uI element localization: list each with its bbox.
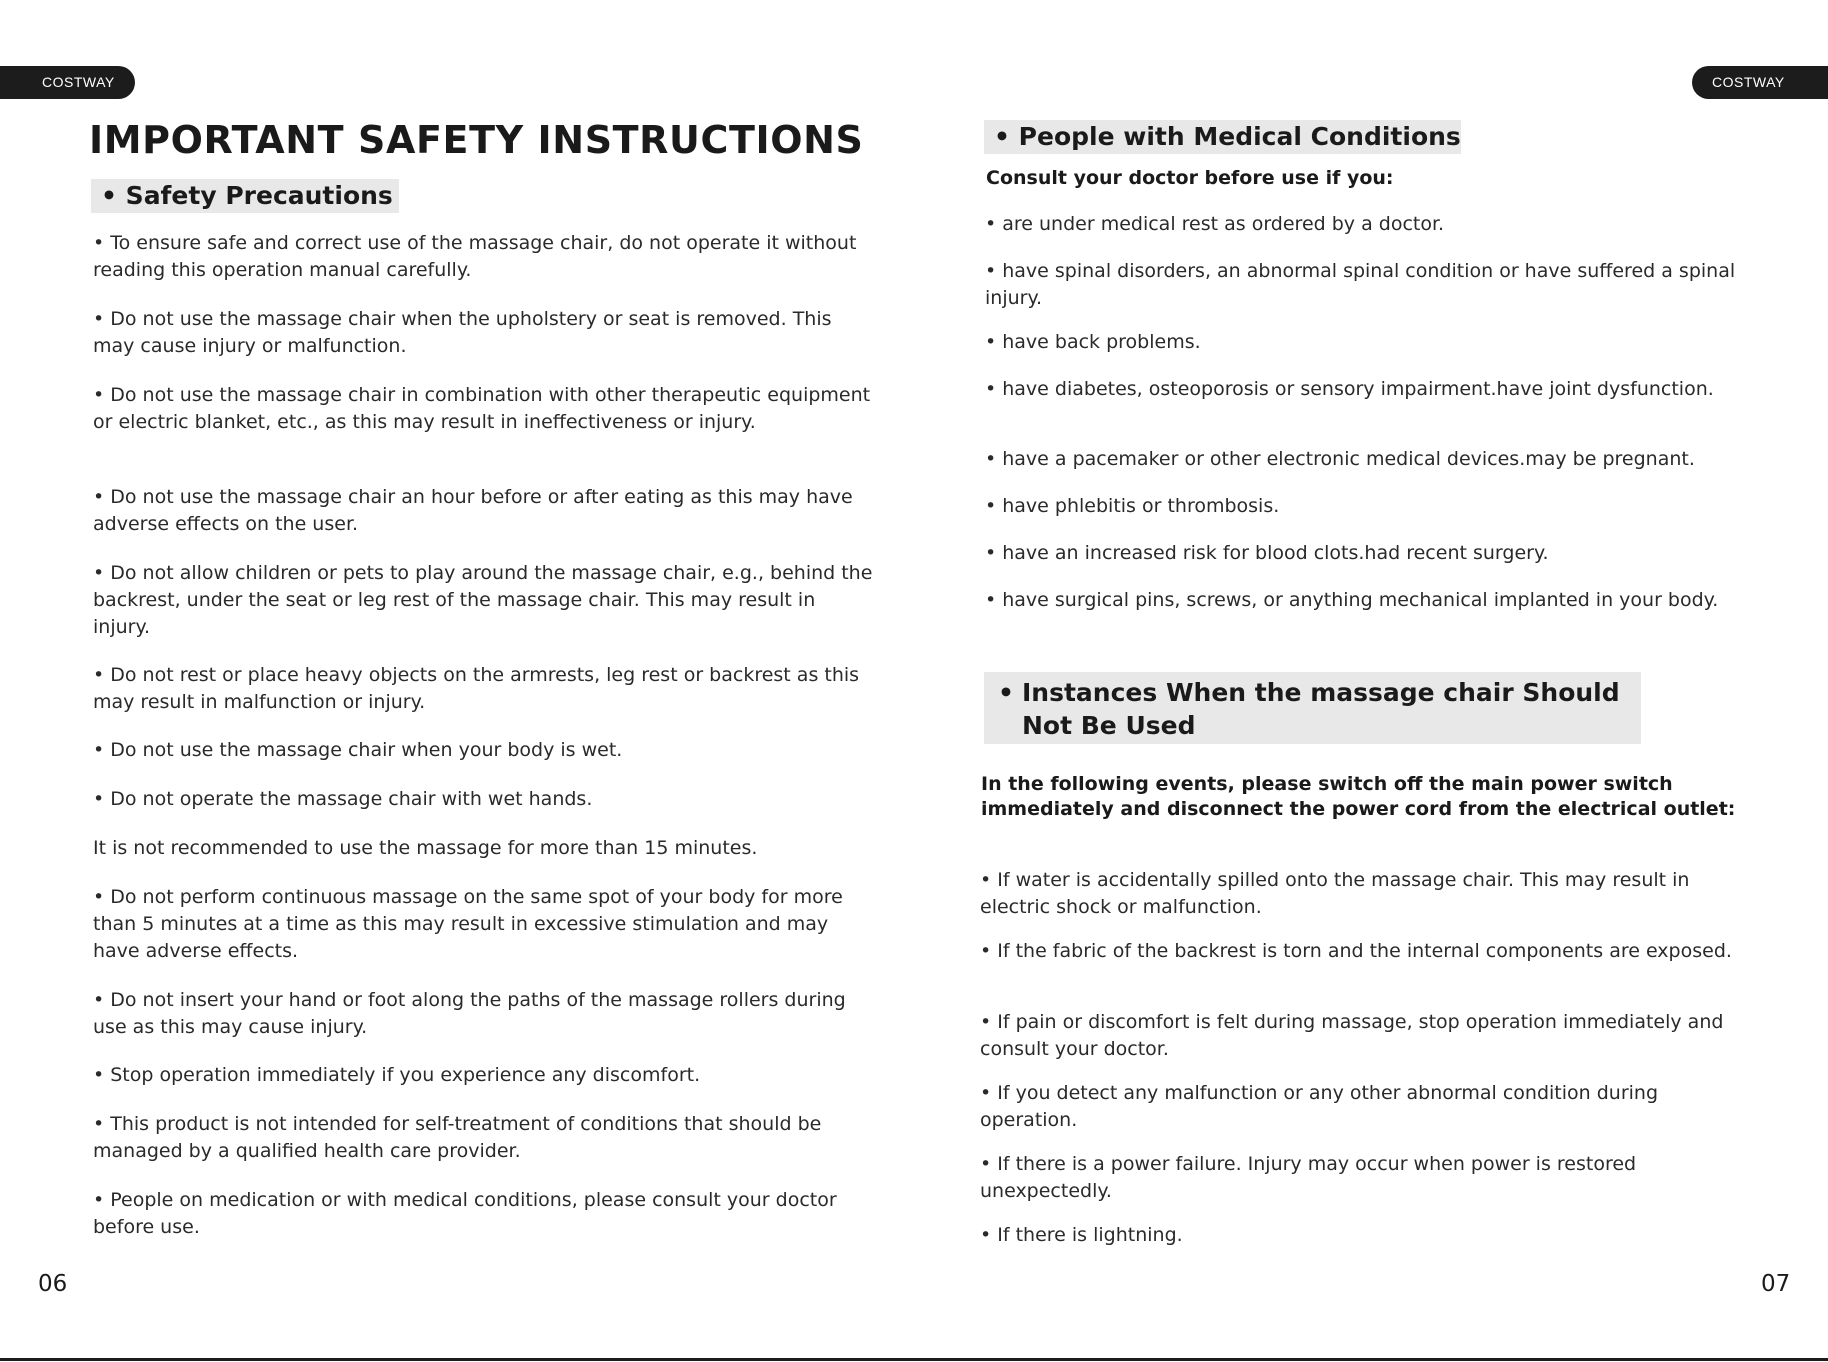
section-heading-medical-conditions: • People with Medical Conditions (984, 120, 1461, 154)
heading-bullet: • (998, 678, 1014, 707)
safety-item: • This product is not intended for self-treatment of conditions that should be managed by a qualified health care provider. (93, 1113, 822, 1162)
safety-item: • Do not use the massage chair an hour before or after eating as this may have adverse effects on the user. (93, 486, 853, 535)
brand-label: COSTWAY (1712, 74, 1785, 90)
instances-item: • If the fabric of the backrest is torn and the internal components are exposed. (980, 940, 1732, 962)
safety-item: • Do not use the massage chair when the upholstery or seat is removed. This may cause injury or malfunction. (93, 308, 832, 357)
instances-item: • If there is a power failure. Injury may occur when power is restored unexpectedly. (980, 1153, 1637, 1202)
page-title: IMPORTANT SAFETY INSTRUCTIONS (89, 118, 864, 162)
safety-item: • Do not use the massage chair in combination with other therapeutic equipment or electric blanket, etc., as this may result in ineffectiveness or injury. (93, 384, 871, 433)
instances-item: • If there is lightning. (980, 1224, 1183, 1246)
medical-item: • are under medical rest as ordered by a doctor. (985, 213, 1445, 235)
safety-item: • Do not insert your hand or foot along the paths of the massage rollers during use as this may cause injury. (93, 989, 846, 1038)
brand-logo-left (0, 66, 135, 99)
safety-item: • To ensure safe and correct use of the massage chair, do not operate it without reading this operation manual carefully. (93, 232, 857, 281)
safety-item: • Do not allow children or pets to play around the massage chair, e.g., behind the backrest, under the seat or leg rest of the massage chair. This may result in injury. (93, 562, 873, 638)
instances-item: • If pain or discomfort is felt during massage, stop operation immediately and consult your doctor. (980, 1011, 1724, 1060)
safety-item: • Stop operation immediately if you experience any discomfort. (93, 1064, 701, 1086)
medical-intro: Consult your doctor before use if you: (986, 167, 1394, 189)
bottom-rule (0, 1358, 1828, 1361)
instances-item: • If you detect any malfunction or any other abnormal condition during operation. (980, 1082, 1659, 1131)
medical-item: • have back problems. (985, 331, 1201, 353)
section-heading-safety-precautions: • Safety Precautions (91, 179, 399, 213)
medical-item: • have phlebitis or thrombosis. (985, 495, 1280, 517)
medical-item: • have spinal disorders, an abnormal spinal condition or have suffered a spinal injury. (985, 260, 1736, 309)
heading-text: Instances When the massage chair Should Not Be Used (1022, 678, 1620, 740)
instances-item: • If water is accidentally spilled onto the massage chair. This may result in electric shock or malfunction. (980, 869, 1690, 918)
safety-item: • Do not operate the massage chair with wet hands. (93, 788, 593, 810)
safety-item: • Do not perform continuous massage on the same spot of your body for more than 5 minutes at a time as this may result in excessive stimulation and may have adverse effects. (93, 886, 843, 962)
safety-item: • Do not use the massage chair when your body is wet. (93, 739, 623, 761)
brand-logo-right (1692, 66, 1828, 99)
medical-item: • have a pacemaker or other electronic medical devices.may be pregnant. (985, 448, 1695, 470)
instances-intro: In the following events, please switch off the main power switch immediately and disconnect the power cord from the electrical outlet: (981, 773, 1736, 820)
safety-item: • People on medication or with medical conditions, please consult your doctor before use. (93, 1189, 837, 1238)
safety-note: It is not recommended to use the massage for more than 15 minutes. (93, 837, 758, 859)
section-heading-instances-not-used (984, 672, 1641, 744)
medical-item: • have surgical pins, screws, or anything mechanical implanted in your body. (985, 589, 1719, 611)
safety-item: • Do not rest or place heavy objects on the armrests, leg rest or backrest as this may result in malfunction or injury. (93, 664, 860, 713)
brand-label: COSTWAY (42, 74, 115, 90)
page-number-right: 07 (1761, 1271, 1791, 1297)
page-number-left: 06 (38, 1271, 68, 1297)
medical-item: • have diabetes, osteoporosis or sensory impairment.have joint dysfunction. (985, 378, 1714, 400)
medical-item: • have an increased risk for blood clots.had recent surgery. (985, 542, 1549, 564)
